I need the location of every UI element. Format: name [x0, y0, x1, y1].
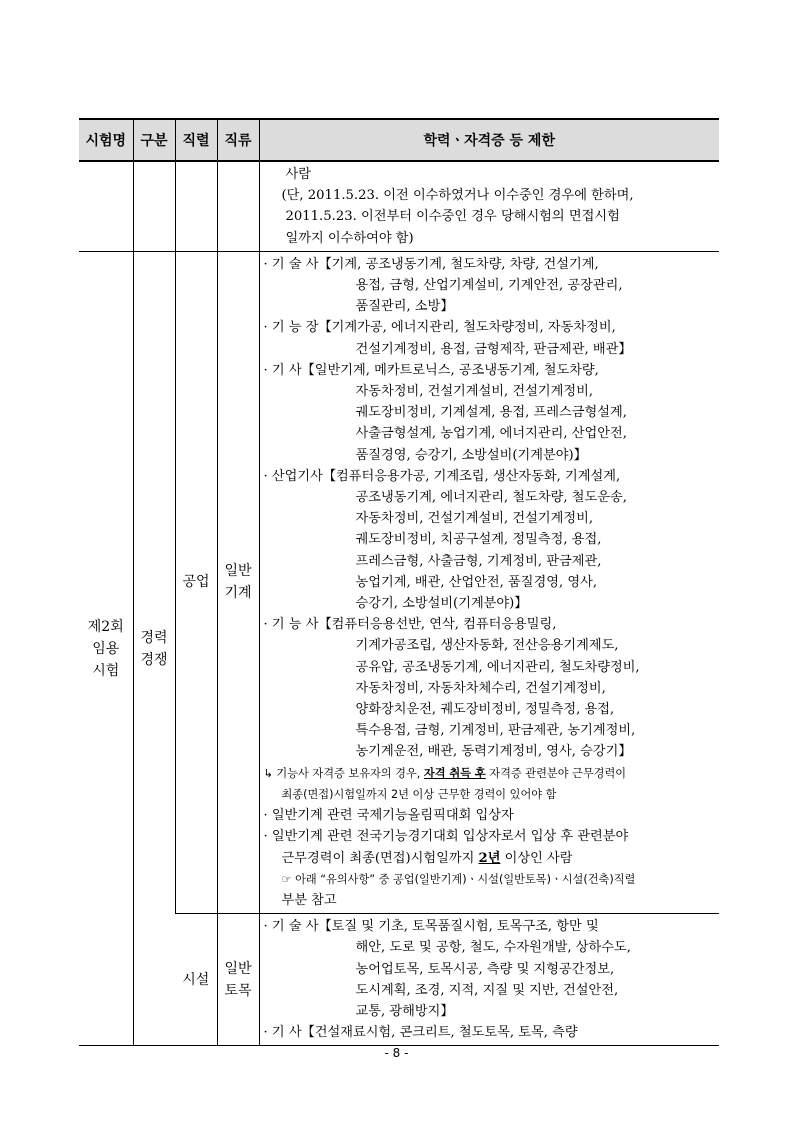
text-line: 사람	[285, 167, 311, 182]
text-segment: 근무경력이 최종(면접)시험일까지	[281, 850, 479, 866]
text-line: 특수용접, 금형, 기계정비, 판금제관, 농기계정비,	[355, 723, 636, 739]
text-line: 공조냉동기계, 에너지관리, 철도차량, 철도운송,	[355, 490, 627, 506]
text-line: · 기 사【건설재료시험, 콘크리트, 철도토목, 토목, 측량	[263, 1025, 578, 1041]
text-line: 농어업토목, 토목시공, 측량 및 지형공간정보,	[355, 961, 615, 977]
table-header-row	[79, 119, 719, 161]
note-text: ↳ 기능사 자격증 보유자의 경우,	[263, 766, 424, 780]
text-line: · 기 사【일반기계, 메카트로닉스, 공조냉동기계, 철도차량,	[263, 362, 599, 378]
exam-name: 제2회 임용 시험	[87, 618, 124, 679]
gongup-requirements	[259, 251, 719, 913]
text-line: 교통, 광해방지】	[355, 1003, 454, 1019]
text-line: 품질관리, 소방】	[355, 299, 454, 315]
note-line: 부분 참고	[281, 892, 337, 908]
series-name: 공업	[182, 574, 210, 591]
table-row-siseol	[79, 914, 719, 1046]
note-text: 자격증 관련분야 근무경력이	[485, 766, 627, 780]
table-row-gongup	[79, 251, 719, 913]
text-line: 자동차정비, 건설기계설비, 건설기계정비,	[355, 384, 594, 400]
text-line: 궤도장비정비, 기계설계, 용접, 프레스금형설계,	[355, 405, 627, 421]
text-line	[264, 848, 716, 869]
text-line: · 기 능 장【기계가공, 에너지관리, 철도차량정비, 자동차정비,	[263, 320, 616, 336]
kind-name: 일반 기계	[224, 563, 252, 602]
text-line: · 산업기사【컴퓨터응용가공, 기계조립, 생산자동화, 기계설계,	[263, 468, 621, 484]
text-line: 공유압, 공조냉동기계, 에너지관리, 철도차량정비,	[355, 659, 640, 675]
text-line: (단, 2011.5.23. 이전 이수하였거나 이수중인 경우에 한하며,	[281, 188, 634, 204]
text-line: 양화장치운전, 궤도장비정비, 정밀측정, 용접,	[355, 702, 615, 718]
kind-cell	[217, 251, 259, 913]
note-line: 최종(면접)시험일까지 2년 이상 근무한 경력이 있어야 함	[281, 787, 557, 801]
category-cell	[133, 251, 175, 1046]
text-line: · 기 술 사【토질 및 기초, 토목품질시험, 토목구조, 항만 및	[263, 919, 599, 935]
continued-cell	[259, 161, 719, 251]
text-line: 자동차정비, 건설기계설비, 건설기계정비,	[355, 511, 594, 527]
text-line: 궤도장비정비, 치공구설계, 정밀측정, 용접,	[355, 532, 602, 548]
text-line: 품질경영, 승강기, 소방설비(기계분야)】	[355, 447, 587, 463]
note-line: ☞ 아래 “유의사항” 중 공업(일반기계)ㆍ시설(일반토목)ㆍ시설(건축)직렬	[281, 872, 636, 886]
text-line: 사출금형설계, 농업기계, 에너지관리, 산업안전,	[355, 426, 627, 442]
header-exam-name: 시험명	[79, 119, 133, 161]
text-line: · 일반기계 관련 전국기능경기대회 입상자로서 입상 후 관련분야	[263, 829, 629, 845]
text-line: · 기 능 사【컴퓨터응용선반, 연삭, 컴퓨터응용밀링,	[263, 617, 557, 633]
text-line: 농업기계, 배관, 산업안전, 품질경영, 영사,	[355, 574, 598, 590]
qualification-table	[79, 118, 719, 1046]
text-line: 도시계획, 조경, 지적, 지질 및 지반, 건설안전,	[355, 982, 619, 998]
kind-name: 일반 토목	[224, 960, 252, 999]
text-line: 프레스금형, 사출금형, 기계정비, 판금제관,	[355, 553, 602, 569]
note-emphasis: 자격 취득 후	[423, 766, 486, 780]
text-segment: 이상인 사람	[500, 850, 573, 866]
text-line: · 기 술 사【기계, 공조냉동기계, 철도차량, 차량, 건설기계,	[263, 256, 599, 272]
text-line: · 일반기계 관련 국제기능올림픽대회 입상자	[263, 808, 514, 824]
siseol-requirements	[259, 914, 719, 1046]
header-kind: 직류	[217, 119, 259, 161]
category-name: 경력 경쟁	[140, 629, 168, 668]
text-line: 승강기, 소방설비(기계분야)】	[355, 596, 528, 612]
exam-name-cell	[79, 251, 133, 1046]
series-name: 시설	[182, 971, 210, 988]
text-line: 농기계운전, 배관, 동력기계정비, 영사, 승강기】	[355, 744, 632, 760]
table-row-continued	[79, 161, 719, 251]
series-cell	[175, 251, 217, 913]
text-line: 해안, 도로 및 공항, 철도, 수자원개발, 상하수도,	[355, 940, 631, 956]
document-page	[79, 118, 719, 1046]
text-line: 자동차정비, 자동차차체수리, 건설기계정비,	[355, 680, 606, 696]
kind-cell	[217, 914, 259, 1046]
text-line: 용접, 금형, 산업기계설비, 기계안전, 공장관리,	[355, 278, 623, 294]
text-line: 기계가공조립, 생산자동화, 전산응용기계제도,	[355, 638, 619, 654]
header-restriction: 학력ㆍ자격증 등 제한	[259, 119, 719, 161]
text-emphasis: 2년	[478, 850, 501, 866]
page-number: - 8 -	[384, 1046, 409, 1060]
note-line	[264, 763, 716, 784]
text-line: 일까지 이수하여야 함)	[285, 230, 414, 246]
header-series: 직렬	[175, 119, 217, 161]
header-category: 구분	[133, 119, 175, 161]
series-cell	[175, 914, 217, 1046]
text-line: 2011.5.23. 이전부터 이수중인 경우 당해시험의 면접시험	[285, 209, 620, 225]
text-line: 건설기계정비, 용접, 금형제작, 판금제관, 배관】	[355, 341, 632, 357]
